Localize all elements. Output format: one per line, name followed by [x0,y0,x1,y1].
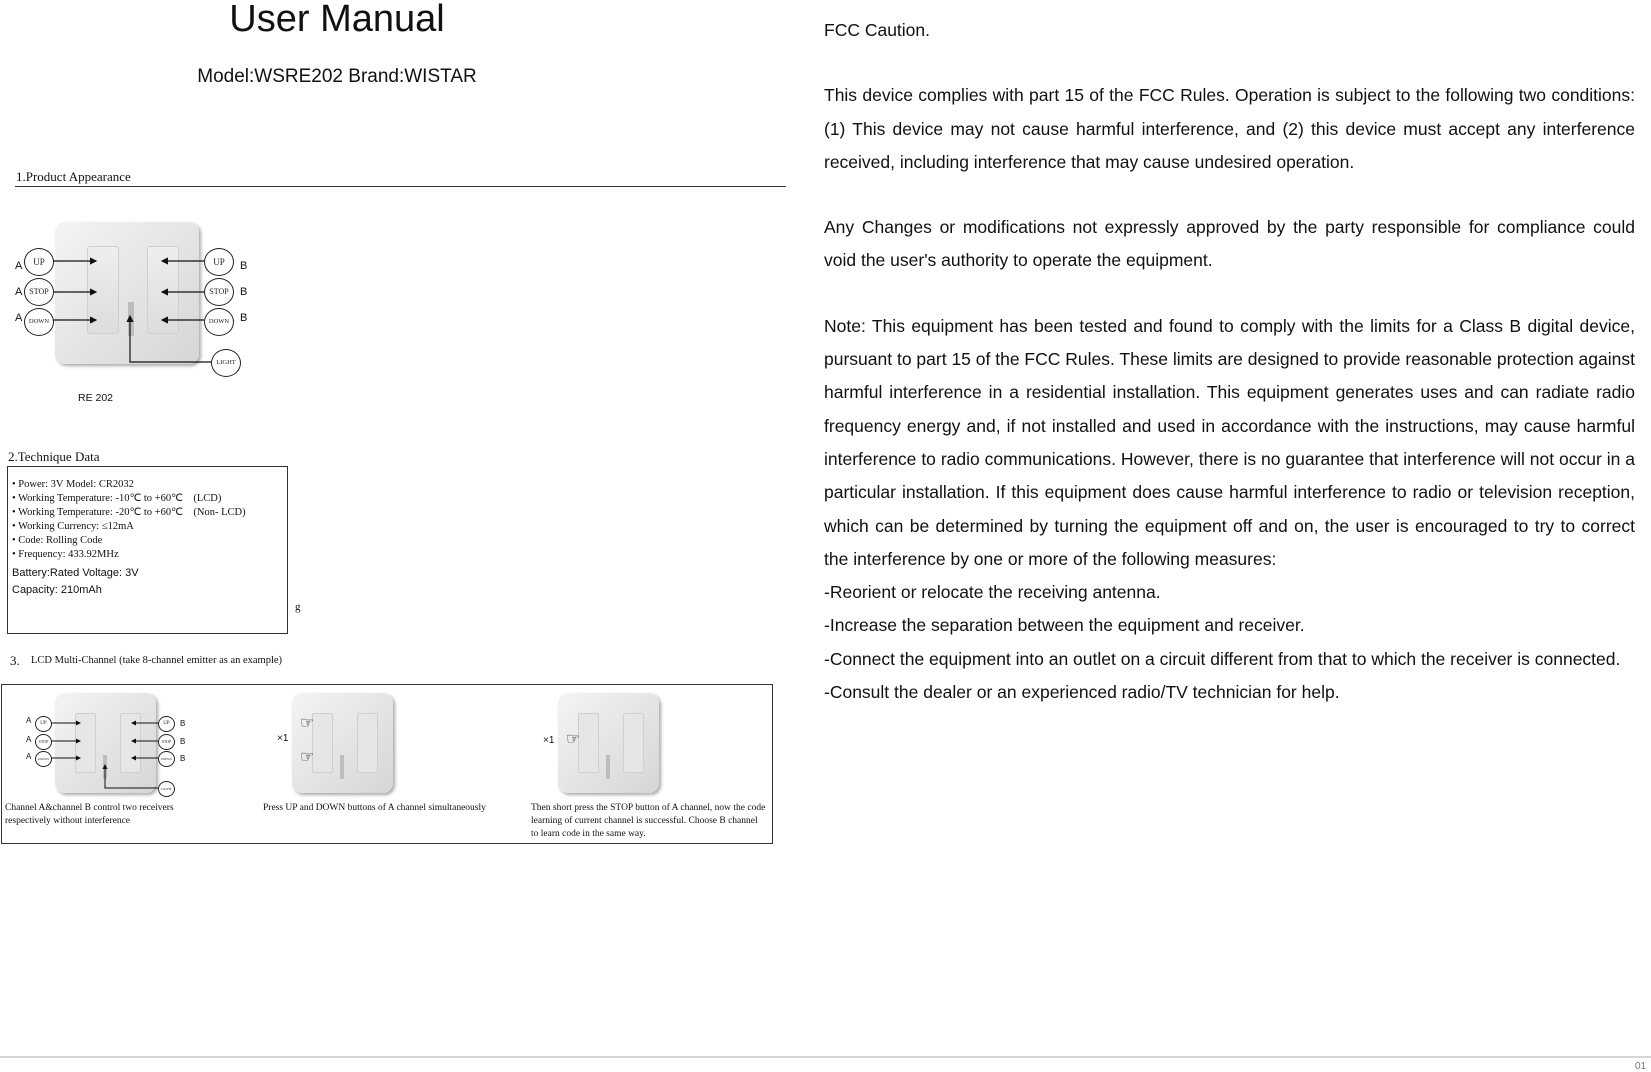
channel-b-label: B [240,286,248,298]
down-button-callout: DOWN [35,751,52,767]
multichannel-example-box [1,684,773,844]
technique-data-box [7,466,288,634]
pointing-hand-icon: ☞ [300,715,315,732]
light-button-callout: LIGHT [211,349,241,377]
channel-a-label: A [15,312,23,324]
stop-button-callout: STOP [158,734,175,750]
section-number: 3. [10,653,20,668]
page-title: User Manual [229,0,445,40]
battery-voltage: Battery:Rated Voltage: 3V [12,567,139,579]
example-caption-1: Channel A&channel B control two receivers respectively without interference [5,803,174,826]
channel-a-label: A [26,752,32,761]
footer-divider [0,1056,1651,1058]
stop-button-callout: STOP [24,278,54,306]
section-heading-multichannel: LCD Multi-Channel (take 8-channel emitter as an example) [31,655,283,666]
fcc-measure-1: -Reorient or relocate the receiving antenna. [824,582,1161,603]
battery-capacity: Capacity: 210mAh [12,584,102,596]
light-slot [606,755,610,779]
fcc-paragraph-3: Note: This equipment has been tested and found to comply with the limits for a Class B digital device, pursuant to part 15 of the FCC Rules. These limits are designed to provide reasonable protection against harmful interference in a residential installation. This equipment generates uses and can radiate radio frequency energy and, if not installed and used in accordance with the instructions, may cause harmful interference to radio communications. However, there is no guarantee that interference will not occur in a particular installation. If this equipment does cause harmful interference to radio or television reception, which can be determined by turning the equipment off and on, the user is encouraged to try to correct the interference by one or more of the following measures: [824,315,1635,569]
down-button-callout: DOWN [24,308,54,336]
channel-a-label: A [26,716,32,725]
down-button-callout: DOWN [158,751,175,767]
tech-line: • Working Temperature: -10℃ to +60℃ (LCD) [12,493,222,504]
tech-line: • Working Temperature: -20℃ to +60℃ (Non- LCD) [12,507,246,518]
channel-b-label: B [240,312,248,324]
fcc-measure-2: -Increase the separation between the equipment and receiver. [824,615,1305,636]
fcc-measure-3: -Connect the equipment into an outlet on a circuit different from that to which the receiver is connected. [824,648,1621,669]
tech-line: • Working Currency: ≤12mA [12,521,134,532]
fcc-heading: FCC Caution. [824,20,931,40]
channel-b-label: B [180,719,186,728]
fcc-paragraph-2: Any Changes or modifications not expressly approved by the party responsible for compliance could void the user's authority to operate the equipment. [824,217,1635,271]
press-count: ×1 [277,733,289,744]
up-button-callout: UP [158,716,175,732]
stop-button-callout: STOP [35,734,52,750]
light-button-callout: LIGHT [158,781,175,797]
press-count: ×1 [543,735,555,746]
button-column [357,713,378,773]
down-button-callout: DOWN [204,308,234,336]
fcc-paragraph-1: This device complies with part 15 of the FCC Rules. Operation is subject to the following two conditions: (1) This device may not cause harmful interference, and (2) this device must accept any interference received, including interference that may cause undesired operation. [824,85,1635,172]
up-button-callout: UP [35,716,52,732]
section-heading-technique: 2.Technique Data [8,449,100,464]
button-column [623,713,644,773]
channel-a-label: A [15,260,23,272]
light-slot [340,755,344,779]
channel-a-label: A [26,735,32,744]
channel-b-label: B [240,260,248,272]
tech-line: • Power: 3V Model: CR2032 [12,479,134,490]
page-number: 01 [1635,1061,1647,1072]
diagram-caption: RE 202 [78,392,114,404]
channel-b-label: B [180,737,186,746]
button-column [578,713,599,773]
model-brand-line: Model:WSRE202 Brand:WISTAR [197,66,477,87]
stray-mark: g [295,601,301,613]
product-appearance-diagram [10,216,270,406]
tech-line: • Code: Rolling Code [12,535,103,546]
channel-a-label: A [15,286,23,298]
button-column [312,713,333,773]
section-divider [15,186,786,187]
tech-line: • Frequency: 433.92MHz [12,549,119,560]
up-button-callout: UP [24,248,54,276]
stop-button-callout: STOP [204,278,234,306]
example-caption-2: Press UP and DOWN buttons of A channel simultaneously [263,803,486,813]
section-heading-appearance: 1.Product Appearance [16,169,131,184]
channel-b-label: B [180,754,186,763]
pointing-hand-icon: ☞ [566,731,581,748]
up-button-callout: UP [204,248,234,276]
fcc-measure-4: -Consult the dealer or an experienced radio/TV technician for help. [824,682,1340,703]
example-caption-3: Then short press the STOP button of A channel, now the code learning of current channel is successful. Choose B channel to learn code in the same way. [531,803,766,839]
fcc-statement [824,0,1635,709]
pointing-hand-icon: ☞ [300,749,315,766]
